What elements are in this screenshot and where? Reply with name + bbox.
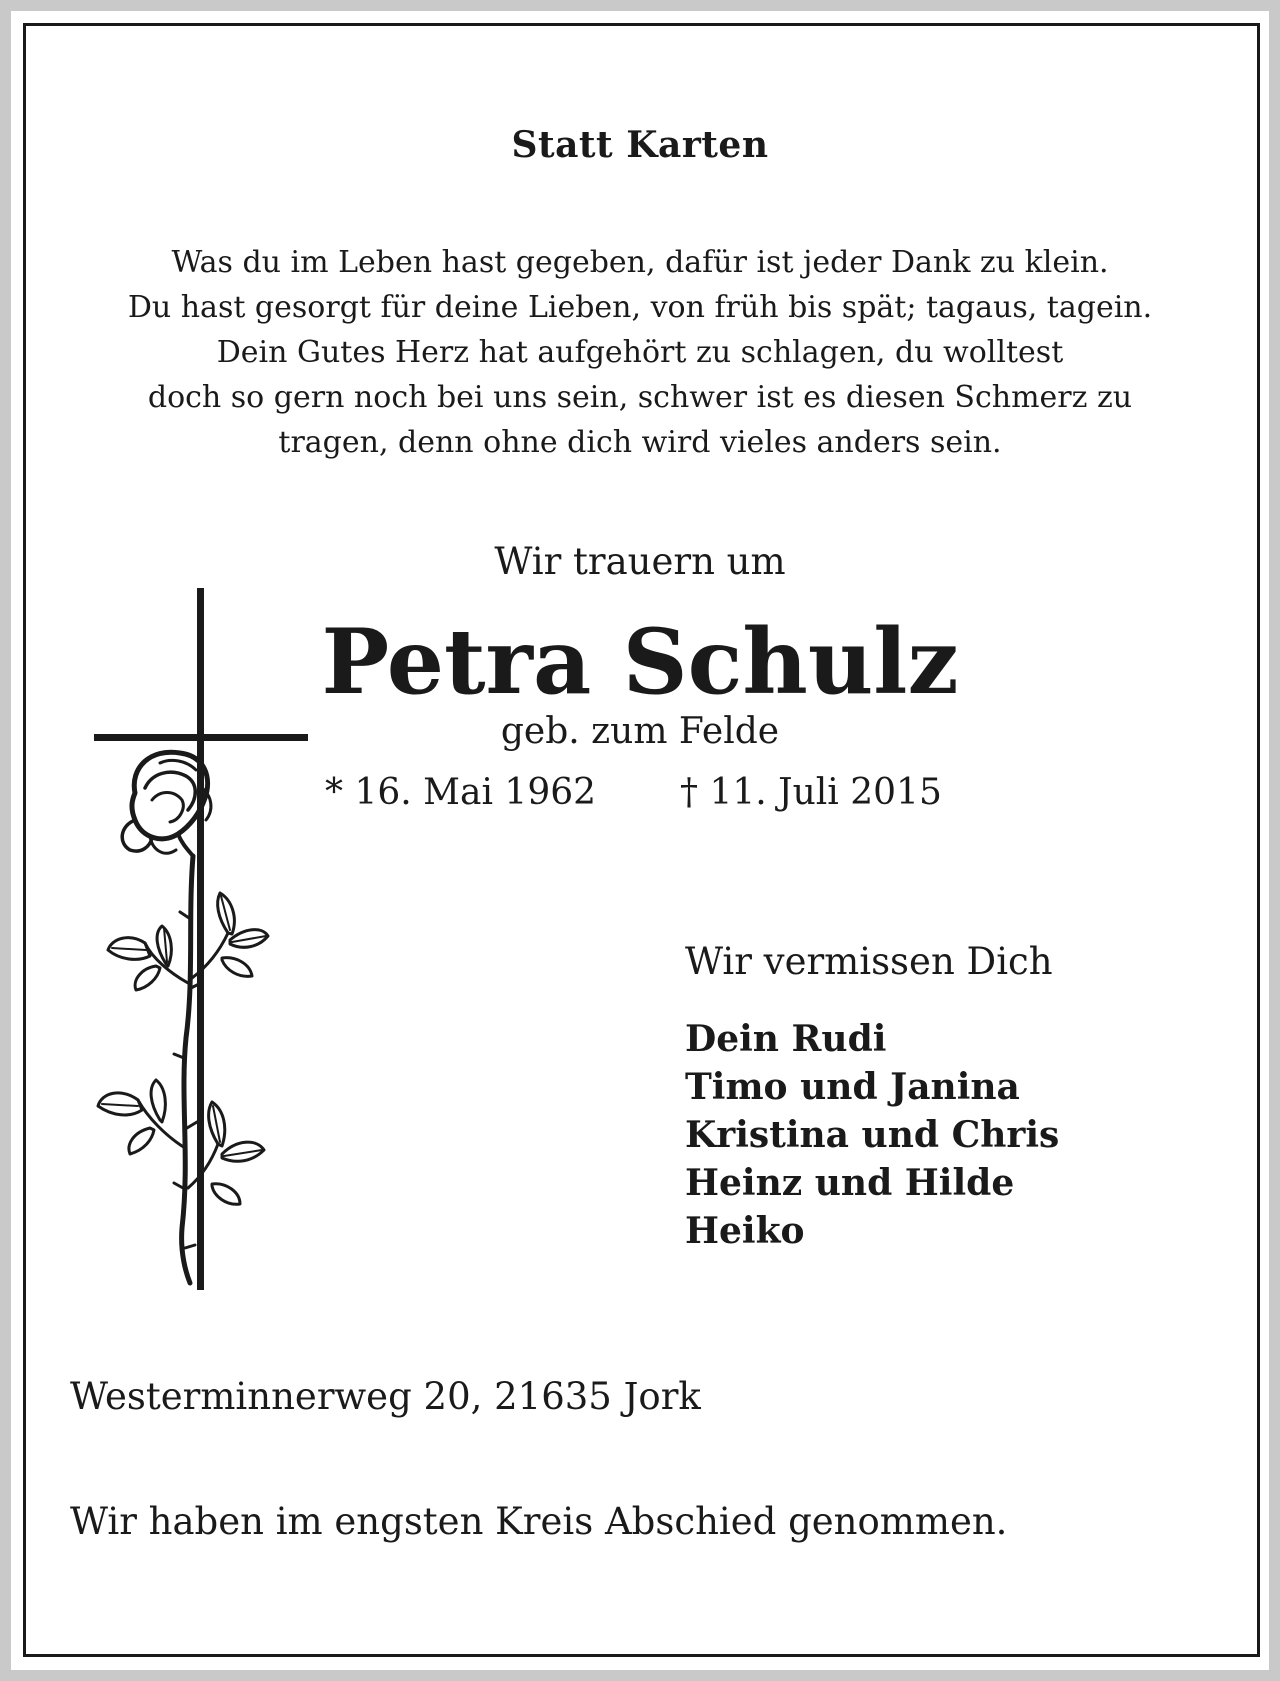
miss-line: Wir vermissen Dich bbox=[685, 940, 1053, 983]
signers-list bbox=[685, 1015, 1059, 1255]
poem-line: Was du im Leben hast gegeben, dafür ist jeder Dank zu klein. bbox=[171, 245, 1109, 280]
birth-date: * 16. Mai 1962 bbox=[325, 772, 597, 813]
poem bbox=[0, 240, 1280, 465]
deceased-name: Petra Schulz bbox=[321, 609, 959, 715]
mourning-intro: Wir trauern um bbox=[494, 540, 786, 583]
closing-note: Wir haben im engsten Kreis Abschied genommen. bbox=[70, 1500, 1008, 1543]
signer-name: Timo und Janina bbox=[685, 1066, 1020, 1108]
death-date: † 11. Juli 2015 bbox=[680, 772, 942, 813]
poem-line: Dein Gutes Herz hat aufgehört zu schlagen, du wolltest bbox=[216, 335, 1064, 370]
poem-line: Du hast gesorgt für deine Lieben, von früh bis spät; tagaus, tagein. bbox=[127, 290, 1153, 325]
signer-name: Heinz und Hilde bbox=[685, 1162, 1015, 1204]
notice-heading: Statt Karten bbox=[511, 124, 769, 166]
signer-name: Dein Rudi bbox=[685, 1018, 887, 1060]
poem-line: doch so gern noch bei uns sein, schwer ist es diesen Schmerz zu bbox=[147, 380, 1133, 415]
cross-with-rose-icon bbox=[90, 588, 310, 1290]
address: Westerminnerweg 20, 21635 Jork bbox=[70, 1375, 701, 1418]
signer-name: Heiko bbox=[685, 1210, 805, 1252]
maiden-name: geb. zum Felde bbox=[500, 711, 780, 752]
poem-line: tragen, denn ohne dich wird vieles anders sein. bbox=[278, 425, 1002, 460]
signer-name: Kristina und Chris bbox=[685, 1114, 1060, 1156]
